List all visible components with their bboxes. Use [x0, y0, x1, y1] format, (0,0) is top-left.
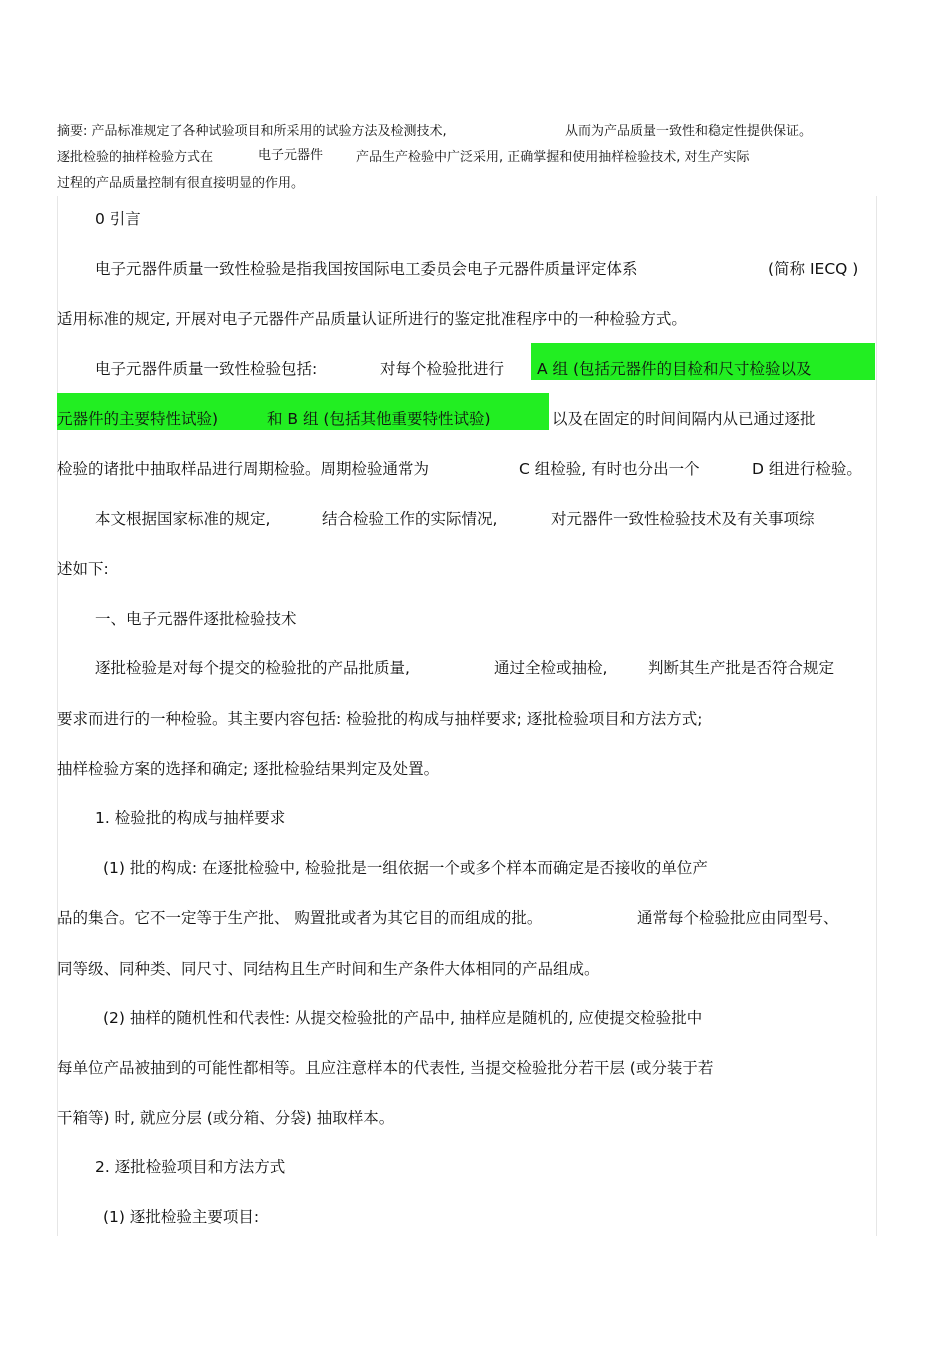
section1-heading: 一、电子元器件逐批检验技术: [95, 610, 297, 628]
right-margin-rule: [876, 196, 877, 1236]
para6-line3: 干箱等) 时, 就应分层 (或分箱、分袋) 抽取样本。: [57, 1109, 395, 1127]
para5-line2a: 品的集合。它不一定等于生产批、 购置批或者为其它目的而组成的批。: [57, 909, 543, 927]
para6-line2: 每单位产品被抽到的可能性都相等。且应注意样本的代表性, 当提交检验批分若干层 (或分装于若: [57, 1059, 714, 1077]
para2-line3c: D 组进行检验。: [752, 460, 862, 478]
para2-line1a: 电子元器件质量一致性检验包括:: [95, 360, 318, 378]
para3-line2: 述如下:: [57, 560, 109, 578]
para5-line3: 同等级、同种类、同尺寸、同结构且生产时间和生产条件大体相同的产品组成。: [57, 960, 600, 978]
intro-heading: 0 引言: [95, 210, 141, 228]
para2-line2c: 以及在固定的时间间隔内从已通过逐批: [552, 410, 816, 428]
para1-line1a: 电子元器件质量一致性检验是指我国按国际电工委员会电子元器件质量评定体系: [95, 260, 638, 278]
para3-line1b: 结合检验工作的实际情况,: [322, 510, 498, 528]
abstract-line-3: 过程的产品质量控制有很直接明显的作用。: [57, 176, 305, 191]
abstract-line-1b: 从而为产品质量一致性和稳定性提供保证。: [565, 124, 813, 139]
para2-line1b: 对每个检验批进行: [380, 360, 505, 378]
abstract-line-2b: 电子元器件: [258, 148, 324, 163]
subsection1-heading: 1. 检验批的构成与抽样要求: [95, 809, 286, 827]
para3-line1c: 对元器件一致性检验技术及有关事项综: [551, 510, 815, 528]
para4-line2: 要求而进行的一种检验。其主要内容包括: 检验批的构成与抽样要求; 逐批检验项目和方法方式;: [57, 710, 703, 728]
para5-line2b: 通常每个检验批应由同型号、: [637, 909, 839, 927]
para4-line1a: 逐批检验是对每个提交的检验批的产品批质量,: [95, 659, 410, 677]
abstract-line-2a: 逐批检验的抽样检验方式在: [57, 150, 214, 165]
para2-line3b: C 组检验, 有时也分出一个: [519, 460, 700, 478]
subsection2-heading: 2. 逐批检验项目和方法方式: [95, 1158, 286, 1176]
para7-line1: (1) 逐批检验主要项目:: [103, 1208, 260, 1226]
abstract-line-1a: 摘要: 产品标准规定了各种试验项目和所采用的试验方法及检测技术,: [57, 124, 447, 139]
para2-line3a: 检验的诸批中抽取样品进行周期检验。周期检验通常为: [57, 460, 430, 478]
para5-line1: (1) 批的构成: 在逐批检验中, 检验批是一组依据一个或多个样本而确定是否接收的单位产: [103, 859, 708, 877]
para4-line1b: 通过全检或抽检,: [494, 659, 608, 677]
para6-line1: (2) 抽样的随机性和代表性: 从提交检验批的产品中, 抽样应是随机的, 应使提交检验批中: [103, 1009, 703, 1027]
para2-line1c: A 组 (包括元器件的目检和尺寸检验以及: [537, 360, 812, 378]
para2-line2a: 元器件的主要特性试验): [57, 410, 219, 428]
para4-line3: 抽样检验方案的选择和确定; 逐批检验结果判定及处置。: [57, 760, 440, 778]
para1-line1b: (简称 IECQ ): [768, 260, 859, 278]
para1-line2: 适用标准的规定, 开展对电子元器件产品质量认证所进行的鉴定批准程序中的一种检验方式。: [57, 310, 687, 328]
para2-line2b: 和 B 组 (包括其他重要特性试验): [267, 410, 491, 428]
para4-line1c: 判断其生产批是否符合规定: [648, 659, 835, 677]
abstract-line-2c: 产品生产检验中广泛采用, 正确掌握和使用抽样检验技术, 对生产实际: [356, 150, 750, 165]
para3-line1a: 本文根据国家标准的规定,: [95, 510, 271, 528]
